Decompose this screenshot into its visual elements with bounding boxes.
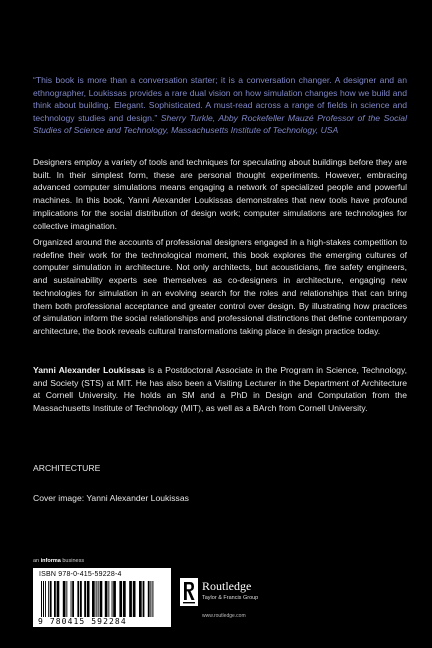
barcode-bar [43, 581, 44, 621]
publisher-name: Routledge [202, 579, 252, 593]
author-bio-text: is a Postdoctoral Associate in the Program in Science, Technology, and Society (STS) at MIT. He has also been a Visiting Lecturer in the Department of Architecture at Cornell University. He holds an SM and a PhD in Design and Computation from the Massachusetts Institute of Technology (MIT), as well as a BArch from Cornell University. [33, 365, 407, 414]
barcode-bar [148, 581, 150, 617]
imprint-prefix: an [33, 558, 41, 564]
isbn-label: ISBN 978-0-415-59228-4 [39, 571, 122, 578]
informa-imprint [33, 558, 84, 564]
barcode-bar [150, 581, 151, 621]
barcode-bar [72, 581, 74, 617]
barcode-bar [112, 581, 113, 617]
author-bio [33, 364, 407, 415]
barcode-bar [80, 581, 82, 617]
description-paragraph-2: Organized around the accounts of professional designers engaged in a high-stakes competition to redefine their work for the technological moment, this book explores the emerging cultures of computer simulation in architecture. Not only architects, but acousticians, fire safety engineers, and sustainability experts see themselves as co-designers in architecture, engaging new technologies for simulation in an evolving search for the roles and relationships that can bring them both professional acceptance and greater control over design. By illustrating how practices of simulation inform the social relationships and professional distinctions that define contemporary architecture, the book reveals cultural transformations taking place in design practice today. [33, 237, 407, 336]
routledge-r-icon [180, 578, 198, 606]
barcode-bar [139, 581, 142, 617]
barcode-bar [54, 581, 56, 617]
barcode-bar [84, 581, 86, 617]
barcode-bar [129, 581, 132, 617]
publisher-url: www.routledge.com [202, 613, 246, 619]
barcode-bar [57, 581, 60, 617]
subject-category: ARCHITECTURE [33, 463, 101, 473]
barcode-bar [77, 581, 79, 617]
barcode-digits: 9 780415 592284 [37, 617, 168, 626]
barcode-bar [48, 581, 49, 617]
endorsement-quote [33, 74, 407, 137]
quote-text: “This book is more than a conversation starter; it is a conversation changer. A designer and an ethnographer, Loukissas provides a rare dual vision on how simulation changes how we build and think about building. Elegant. Sophisticated. A must-read across a range of fields in science and technology studies and design.” [33, 75, 407, 123]
barcode-bar [71, 581, 72, 617]
author-name: Yanni Alexander Loukissas [33, 365, 146, 375]
barcode-bar [96, 581, 97, 621]
barcode-bar [113, 581, 116, 617]
publisher-logo [180, 575, 310, 625]
barcode-bar [50, 581, 52, 617]
barcode-bar [143, 581, 145, 617]
barcode-bar [105, 581, 108, 617]
barcode-bar [63, 581, 66, 617]
barcode-bar [119, 581, 122, 617]
barcode-panel [33, 568, 171, 627]
publisher-group: Taylor & Francis Group [202, 595, 259, 601]
barcode-bar [87, 581, 90, 617]
barcode-bar [123, 581, 126, 617]
barcode-bar [108, 581, 109, 617]
cover-image-credit: Cover image: Yanni Alexander Loukissas [33, 493, 189, 503]
barcode-bar [152, 581, 153, 621]
barcode-bar [45, 581, 46, 617]
barcode-bar [100, 581, 103, 617]
barcode-bar [41, 581, 42, 621]
imprint-suffix: business [60, 558, 85, 564]
barcode-bar [92, 581, 95, 617]
barcode-bar [66, 581, 67, 617]
quote-attribution: Sherry Turkle, Abby Rockefeller Mauzé Professor of the Social Studies of Science and Technology, Massachusetts Institute of Technology, USA [33, 112, 407, 136]
imprint-brand: informa [40, 558, 61, 564]
barcode-bar [133, 581, 136, 617]
barcode-bar [98, 581, 99, 621]
barcode-icon [37, 581, 167, 621]
description-paragraph-1: Designers employ a variety of tools and techniques for speculating about buildings before they are built. In their simplest form, these are personal thought experiments. However, embracing advanced computer simulations means engaging a network of specialized people and powerful machines. In this book, Yanni Alexander Loukissas demonstrates that new tools have profound implications for the social distribution of design work; computer simulations are technologies for collective imagination. [33, 157, 407, 231]
